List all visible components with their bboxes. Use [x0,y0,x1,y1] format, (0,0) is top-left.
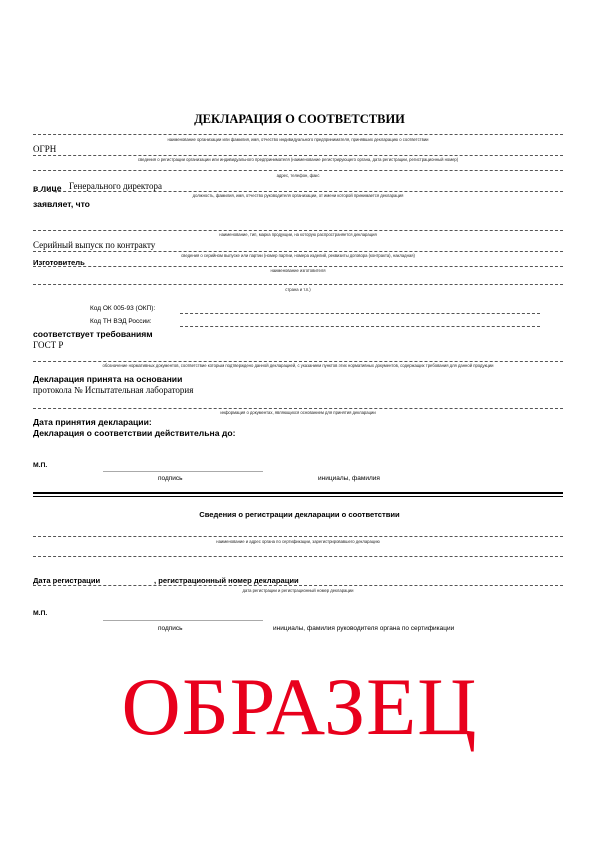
cert-body-line [33,536,563,537]
caption-registration: сведения о регистрации организации или индивидуального предпринимателя (наименование регистрирующего органа, дата регистрации, регистрационный номер) [137,157,459,162]
registration-number-label: , регистрационный номер декларации [154,576,299,585]
reg-signature-caption: подпись [158,625,183,632]
signature-line [103,471,263,472]
separator-thick [33,492,563,494]
okp-line [180,313,540,314]
country-line [33,284,563,285]
serial-line [33,251,563,252]
standards-line [33,361,563,362]
initials-caption: инициалы, фамилия [318,475,380,482]
organization-line [33,134,563,135]
director-line [33,191,563,192]
registration-heading: Сведения о регистрации декларации о соответствии [199,510,400,519]
basis-line [33,408,563,409]
registration-line [33,585,563,586]
separator-thin [33,496,563,497]
caption-standards: обозначение нормативных документов, соответствие которым подтверждено данной декларацией, с указанием пунктов этих нормативных документов, содержащих требования для данной продукции [102,363,494,368]
caption-director: должность, фамилия, имя, отчество руководителя организации, от имени которой принимается декларация [192,193,404,198]
ogrn-label: ОГРН [33,144,57,154]
okp-label: Код ОК 005-93 (ОКП): [90,305,156,312]
caption-cert-body: наименование и адрес органа по сертификации, зарегистрировавшего декларацию [216,539,380,544]
address-line [33,170,563,171]
caption-manufacturer: наименование изготовителя [270,268,326,273]
tnved-label: Код ТН ВЭД России: [90,318,152,325]
document-title: ДЕКЛАРАЦИЯ О СООТВЕТСТВИИ [194,112,405,126]
cert-body-line-2 [33,556,563,557]
registration-date-label: Дата регистрации [33,576,101,585]
caption-serial: сведения о серийном выпуске или партии (номер партии, номера изделий, реквизиты договора (контракта), накладная) [181,253,415,258]
in-person-value: Генерального директора [69,181,162,191]
valid-until-label: Декларация о соответствии действительна до: [33,428,236,438]
registration-info-line [33,155,563,156]
signature-caption: подпись [158,475,183,482]
gost-text: ГОСТ Р [33,340,64,350]
caption-basis: информация о документах, являющихся основанием для принятия декларации [220,410,376,415]
manufacturer-label: Изготовитель [33,258,85,267]
basis-label: Декларация принята на основании [33,374,183,384]
reg-signature-line [103,620,263,621]
conforms-label: соответствует требованиям [33,329,153,339]
caption-product: наименование, тип, марка продукции, на которую распространяется декларация [219,232,377,237]
reg-initials-caption: инициалы, фамилия руководителя органа по сертификации [273,625,455,632]
manufacturer-line [33,266,563,267]
caption-address: адрес, телефон, факс [276,173,320,178]
product-line [33,230,563,231]
serial-text: Серийный выпуск по контракту [33,240,156,250]
stamp-place-label: М.П. [33,462,48,469]
date-accepted-label: Дата принятия декларации: [33,417,152,427]
in-person-label: в лице [33,183,62,193]
declares-label: заявляет, что [33,199,90,209]
reg-stamp-place-label: М.П. [33,610,48,617]
tnved-line [180,326,540,327]
caption-organization: наименование организации или фамилия, имя, отчество индивидуального предпринимателя, принявших декларацию о соответствии [167,137,429,142]
sample-stamp: ОБРАЗЕЦ [121,661,478,752]
basis-value: протокола № Испытательная лаборатория [33,385,194,395]
caption-country: страна и т.п.) [285,287,311,292]
caption-registration-date: дата регистрации и регистрационный номер декларации [242,588,354,593]
